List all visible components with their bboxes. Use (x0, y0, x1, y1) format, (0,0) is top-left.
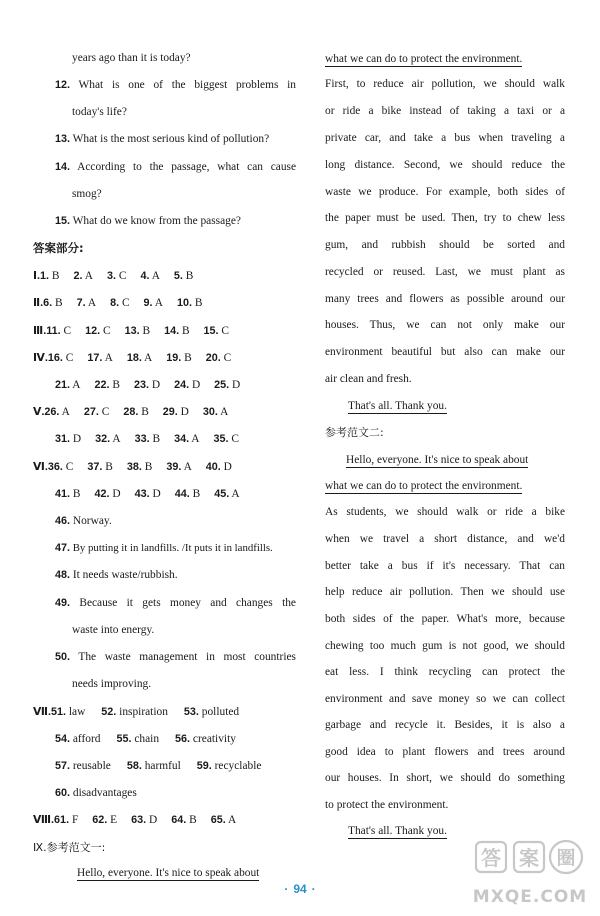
essay2-title-line1: Hello, everyone. It's nice to speak about (346, 454, 529, 466)
answer-number: 2. (73, 270, 83, 282)
answer-number: 23. (133, 379, 149, 391)
answer-row (33, 296, 217, 310)
answer-number: 43. (134, 488, 150, 500)
essay2-line: when we travel a short distance, and we'd (325, 533, 565, 545)
answer-number: 53. (183, 706, 199, 718)
answer-item (94, 487, 120, 501)
answer-value: A (72, 379, 81, 391)
answer-item (33, 351, 73, 365)
answer-item (33, 296, 63, 310)
essay2-line: garbage and recycle it. Besides, it is also a (325, 719, 565, 731)
answer-value: D (112, 488, 121, 500)
answer-number: 31. (55, 433, 71, 445)
essay1-line: environment beautiful but also can make our (325, 346, 565, 358)
answer-number: 34. (174, 433, 190, 445)
answer-value: A (231, 488, 240, 500)
answer-number: Ⅱ.6. (33, 297, 53, 309)
answer-number: 25. (214, 379, 230, 391)
answer-item (127, 460, 152, 474)
watermark-logo (470, 838, 590, 910)
answer-number: 19. (166, 352, 182, 364)
answer-number: 39. (166, 461, 182, 473)
answer-number: 64. (171, 814, 187, 826)
question-14-cont: smog? (72, 188, 102, 200)
answer-value: chain (134, 733, 160, 745)
answer-value: C (101, 406, 110, 418)
answer-number: Ⅴ.26. (33, 406, 60, 418)
answer-value: B (152, 433, 161, 445)
answer-item (135, 432, 160, 446)
answer-value: A (144, 352, 153, 364)
answer-value: B (142, 325, 151, 337)
svg-text:案: 案 (519, 846, 539, 870)
answer-number: 44. (174, 488, 190, 500)
answer-row (55, 432, 253, 446)
answer-number: Ⅲ.11. (33, 325, 61, 337)
essay1-line: the paper must be used. Then, try to chew less (325, 212, 565, 224)
answer-number: 42. (94, 488, 110, 500)
answer-item (55, 378, 80, 392)
answer-value: C (121, 297, 130, 309)
answer-value: B (189, 814, 197, 826)
essay2-label: 参考范文二: (325, 426, 384, 439)
answer-value: D (151, 379, 161, 391)
answer-item (33, 705, 85, 719)
answer-item (144, 296, 163, 310)
answer-number: 10. (177, 297, 193, 309)
answer-item (55, 432, 81, 446)
essay2-closing: That's all. Thank you. (348, 825, 447, 837)
answer-value: B (54, 297, 63, 309)
answer-item (87, 351, 112, 365)
answer-item (107, 269, 126, 283)
answer-value: D (191, 379, 201, 391)
vocab-row (55, 732, 252, 746)
answer-item (197, 759, 262, 773)
answer-number: 59. (196, 760, 212, 772)
essay1-line: First, to reduce air pollution, we should walk (325, 78, 565, 90)
answer-item (164, 324, 189, 338)
essay2-line: chewing too much gum is not good, we should (325, 640, 565, 652)
answer-value: C (231, 433, 240, 445)
essay1-line: long distance. Second, we should reduce the (325, 159, 565, 171)
vocab-row (33, 705, 255, 719)
answer-number: 41. (55, 488, 71, 500)
answer-item (33, 405, 70, 419)
essay2-line: to protect the environment. (325, 799, 449, 811)
essay2-line: good idea to plant flowers and trees around (325, 746, 565, 758)
answer-number: 58. (126, 760, 142, 772)
section-ix-label: Ⅸ.参考范文一: (33, 841, 106, 854)
answer-value: A (227, 814, 237, 826)
essay1-line: waste we produce. For example, both sides of (325, 186, 565, 198)
answer-value: A (183, 461, 192, 473)
answer-item (33, 324, 71, 338)
answer-number: 37. (87, 461, 103, 473)
answer-value: C (118, 270, 127, 282)
answer-number: 13. (124, 325, 140, 337)
answer-item (174, 269, 193, 283)
answer-item (127, 759, 181, 773)
essay2-title-line2: what we can do to protect the environment. (325, 480, 523, 492)
answer-item (127, 351, 152, 365)
answer-item (211, 813, 236, 827)
answer-number: 22. (94, 379, 110, 391)
answer-number: 27. (83, 406, 99, 418)
answer-48: 48. It needs waste/rubbish. (55, 569, 178, 581)
vocab-row (55, 786, 153, 800)
answer-value: B (144, 461, 153, 473)
answer-value: B (72, 488, 81, 500)
answer-number: 33. (134, 433, 150, 445)
answer-number: 12. (85, 325, 101, 337)
answer-number: 55. (116, 733, 132, 745)
answer-value: A (154, 297, 164, 309)
answer-number: 38. (126, 461, 142, 473)
answer-value: law (68, 706, 86, 718)
answer-item (101, 705, 168, 719)
answer-number: 3. (106, 270, 116, 282)
answer-value: B (192, 488, 201, 500)
answer-item (174, 432, 199, 446)
question-15: 15. What do we know from the passage? (55, 215, 241, 227)
answer-number: 14. (164, 325, 180, 337)
question-14: 14. According to the passage, what can cause (55, 161, 297, 173)
answer-number: 62. (92, 814, 108, 826)
answer-number: 40. (205, 461, 221, 473)
answer-value: F (71, 814, 79, 826)
answer-item (175, 732, 236, 746)
answers-heading: 答案部分: (33, 241, 84, 255)
answer-number: 8. (110, 297, 120, 309)
answer-value: A (104, 352, 113, 364)
answer-value: afford (72, 733, 101, 745)
answer-value: inspiration (119, 706, 168, 718)
question-13: 13. What is the most serious kind of pollution? (55, 133, 270, 145)
answer-item (214, 432, 239, 446)
answer-value: B (185, 270, 194, 282)
answer-value: harmful (144, 760, 181, 772)
answer-number: 17. (87, 352, 103, 364)
essay1-title-line2: what we can do to protect the environment. (325, 53, 523, 65)
answer-item (166, 460, 191, 474)
answer-50-cont: needs improving. (72, 678, 152, 690)
answer-number: 29. (162, 406, 178, 418)
answer-number: 52. (101, 706, 117, 718)
answer-number: Ⅰ.1. (33, 270, 50, 282)
essay2-line: both sides of the paper. What's more, because (325, 613, 565, 625)
answer-value: C (65, 352, 74, 364)
answer-item (184, 705, 239, 719)
answer-item (55, 487, 80, 501)
answer-number: 32. (95, 433, 111, 445)
answer-value: B (105, 461, 113, 473)
answer-item (206, 460, 232, 474)
answer-item (95, 432, 120, 446)
answer-value: disadvantages (72, 787, 137, 799)
answer-item (140, 269, 159, 283)
answer-value: E (110, 814, 118, 826)
essay1-first-line: Hello, everyone. It's nice to speak about (77, 867, 260, 879)
answer-item (177, 296, 202, 310)
answer-number: 65. (210, 814, 226, 826)
answer-item (135, 487, 161, 501)
answer-number: Ⅷ.61. (33, 814, 70, 826)
answer-row (33, 813, 250, 827)
answer-number: 15. (203, 325, 219, 337)
answer-item (125, 324, 150, 338)
question-12: 12. What is one of the biggest problems in (55, 79, 296, 91)
answer-value: D (152, 488, 161, 500)
answer-item (166, 351, 191, 365)
answer-number: 35. (213, 433, 229, 445)
answer-row (33, 324, 243, 338)
answer-value: A (84, 270, 93, 282)
answer-item (55, 732, 101, 746)
answer-number: 24. (174, 379, 190, 391)
answer-value: A (61, 406, 70, 418)
answer-value: B (194, 297, 203, 309)
essay2-line: eat less. I think recycling can protect the (325, 666, 565, 678)
essay1-line: air clean and fresh. (325, 373, 412, 385)
svg-text:MXQE.COM: MXQE.COM (472, 887, 588, 907)
answer-value: polluted (201, 706, 240, 718)
answer-value: C (102, 325, 111, 337)
answer-value: B (184, 352, 192, 364)
q11-continuation: years ago than it is today? (72, 52, 191, 64)
answer-number: 63. (131, 814, 147, 826)
answer-value: A (191, 433, 200, 445)
essay1-line: or ride a bike instead of taking a taxi or a (325, 105, 565, 117)
answer-item (85, 324, 110, 338)
answer-item (55, 759, 111, 773)
essay1-line: recycled or reused. Last, we must plant as (325, 266, 565, 278)
answer-row (55, 487, 254, 501)
answer-number: 54. (55, 733, 71, 745)
answer-value: B (141, 406, 149, 418)
answer-item (94, 378, 119, 392)
answer-value: C (65, 461, 74, 473)
essay1-line: many trees and flowers as possible around our (325, 293, 565, 305)
answer-item (131, 813, 157, 827)
answer-item (134, 378, 160, 392)
answer-number: 9. (143, 297, 153, 309)
answer-number: Ⅵ.36. (33, 461, 63, 473)
answer-number: Ⅳ.16. (33, 352, 63, 364)
answer-number: 4. (140, 270, 150, 282)
answer-number: 5. (173, 270, 183, 282)
answer-item (123, 405, 148, 419)
answer-item (87, 460, 112, 474)
answer-value: reusable (72, 760, 111, 772)
answer-49: 49. Because it gets money and changes the (55, 597, 296, 609)
answer-49-cont: waste into energy. (72, 624, 155, 636)
essay2-line: As students, we should walk or ride a bike (325, 506, 565, 518)
answer-item (174, 378, 200, 392)
answer-item (175, 487, 200, 501)
page-number: · 94 · (284, 882, 316, 896)
answer-value: D (232, 379, 241, 391)
answer-47: 47. By putting it in landfills. /It puts it in landfills. (55, 542, 273, 554)
svg-text:答: 答 (481, 846, 501, 870)
answer-item (33, 269, 60, 283)
answer-number: 28. (123, 406, 139, 418)
answer-item (74, 269, 93, 283)
answer-item (214, 378, 240, 392)
answer-value: D (72, 433, 82, 445)
answer-number: 57. (55, 760, 71, 772)
answer-item (203, 405, 228, 419)
answer-value: C (221, 325, 230, 337)
answer-number: 56. (175, 733, 191, 745)
answer-value: A (220, 406, 229, 418)
answer-item (77, 296, 96, 310)
answer-value: D (223, 461, 232, 473)
answer-value: D (149, 814, 158, 826)
answer-value: C (63, 325, 72, 337)
answer-item (33, 813, 78, 827)
question-12-cont: today's life? (72, 106, 127, 118)
answer-row (33, 269, 207, 283)
answer-number: 21. (55, 379, 71, 391)
answer-value: B (51, 270, 60, 282)
vocab-row (55, 759, 277, 773)
answer-row (33, 351, 245, 365)
essay1-line: private car, and take a bus when traveling a (325, 132, 565, 144)
answer-item (92, 813, 117, 827)
essay2-line: help reduce air pollution. Then we should use (325, 586, 565, 598)
essay1-closing: That's all. Thank you. (348, 400, 447, 412)
answer-item (110, 296, 129, 310)
answer-number: 45. (214, 488, 230, 500)
answer-value: B (112, 379, 120, 391)
answer-item (117, 732, 160, 746)
answer-item (171, 813, 196, 827)
essay2-line: our houses. In short, we should do something (325, 772, 565, 784)
answer-item (204, 324, 229, 338)
answer-value: recyclable (214, 760, 262, 772)
essay1-line: gum, and rubbish should be sorted and (325, 239, 565, 251)
answer-row (55, 378, 254, 392)
answer-number: 18. (126, 352, 142, 364)
answer-row (33, 405, 242, 419)
answer-number: 7. (76, 297, 86, 309)
answer-value: D (180, 406, 189, 418)
answer-item (55, 786, 137, 800)
essay1-line: houses. Thus, we can not only make our (325, 319, 565, 331)
answer-item (214, 487, 239, 501)
answer-value: C (223, 352, 232, 364)
answer-value: B (181, 325, 190, 337)
answer-value: A (87, 297, 97, 309)
essay2-line: environment and save money so we can collect (325, 693, 565, 705)
answer-number: 60. (55, 787, 71, 799)
essay2-line: better take a bus if it's necessary. That can (325, 560, 565, 572)
answer-number: Ⅶ.51. (33, 706, 66, 718)
answer-50: 50. The waste management in most countries (55, 651, 296, 663)
answer-value: A (112, 433, 121, 445)
svg-text:圈: 圈 (556, 847, 576, 869)
answer-item (206, 351, 231, 365)
answer-row (33, 460, 246, 474)
answer-value: creativity (192, 733, 236, 745)
answer-item (84, 405, 109, 419)
answer-item (163, 405, 189, 419)
answer-value: A (151, 270, 160, 282)
answer-number: 20. (205, 352, 221, 364)
answer-46: 46. Norway. (55, 515, 112, 527)
answer-item (33, 460, 73, 474)
answer-number: 30. (202, 406, 218, 418)
